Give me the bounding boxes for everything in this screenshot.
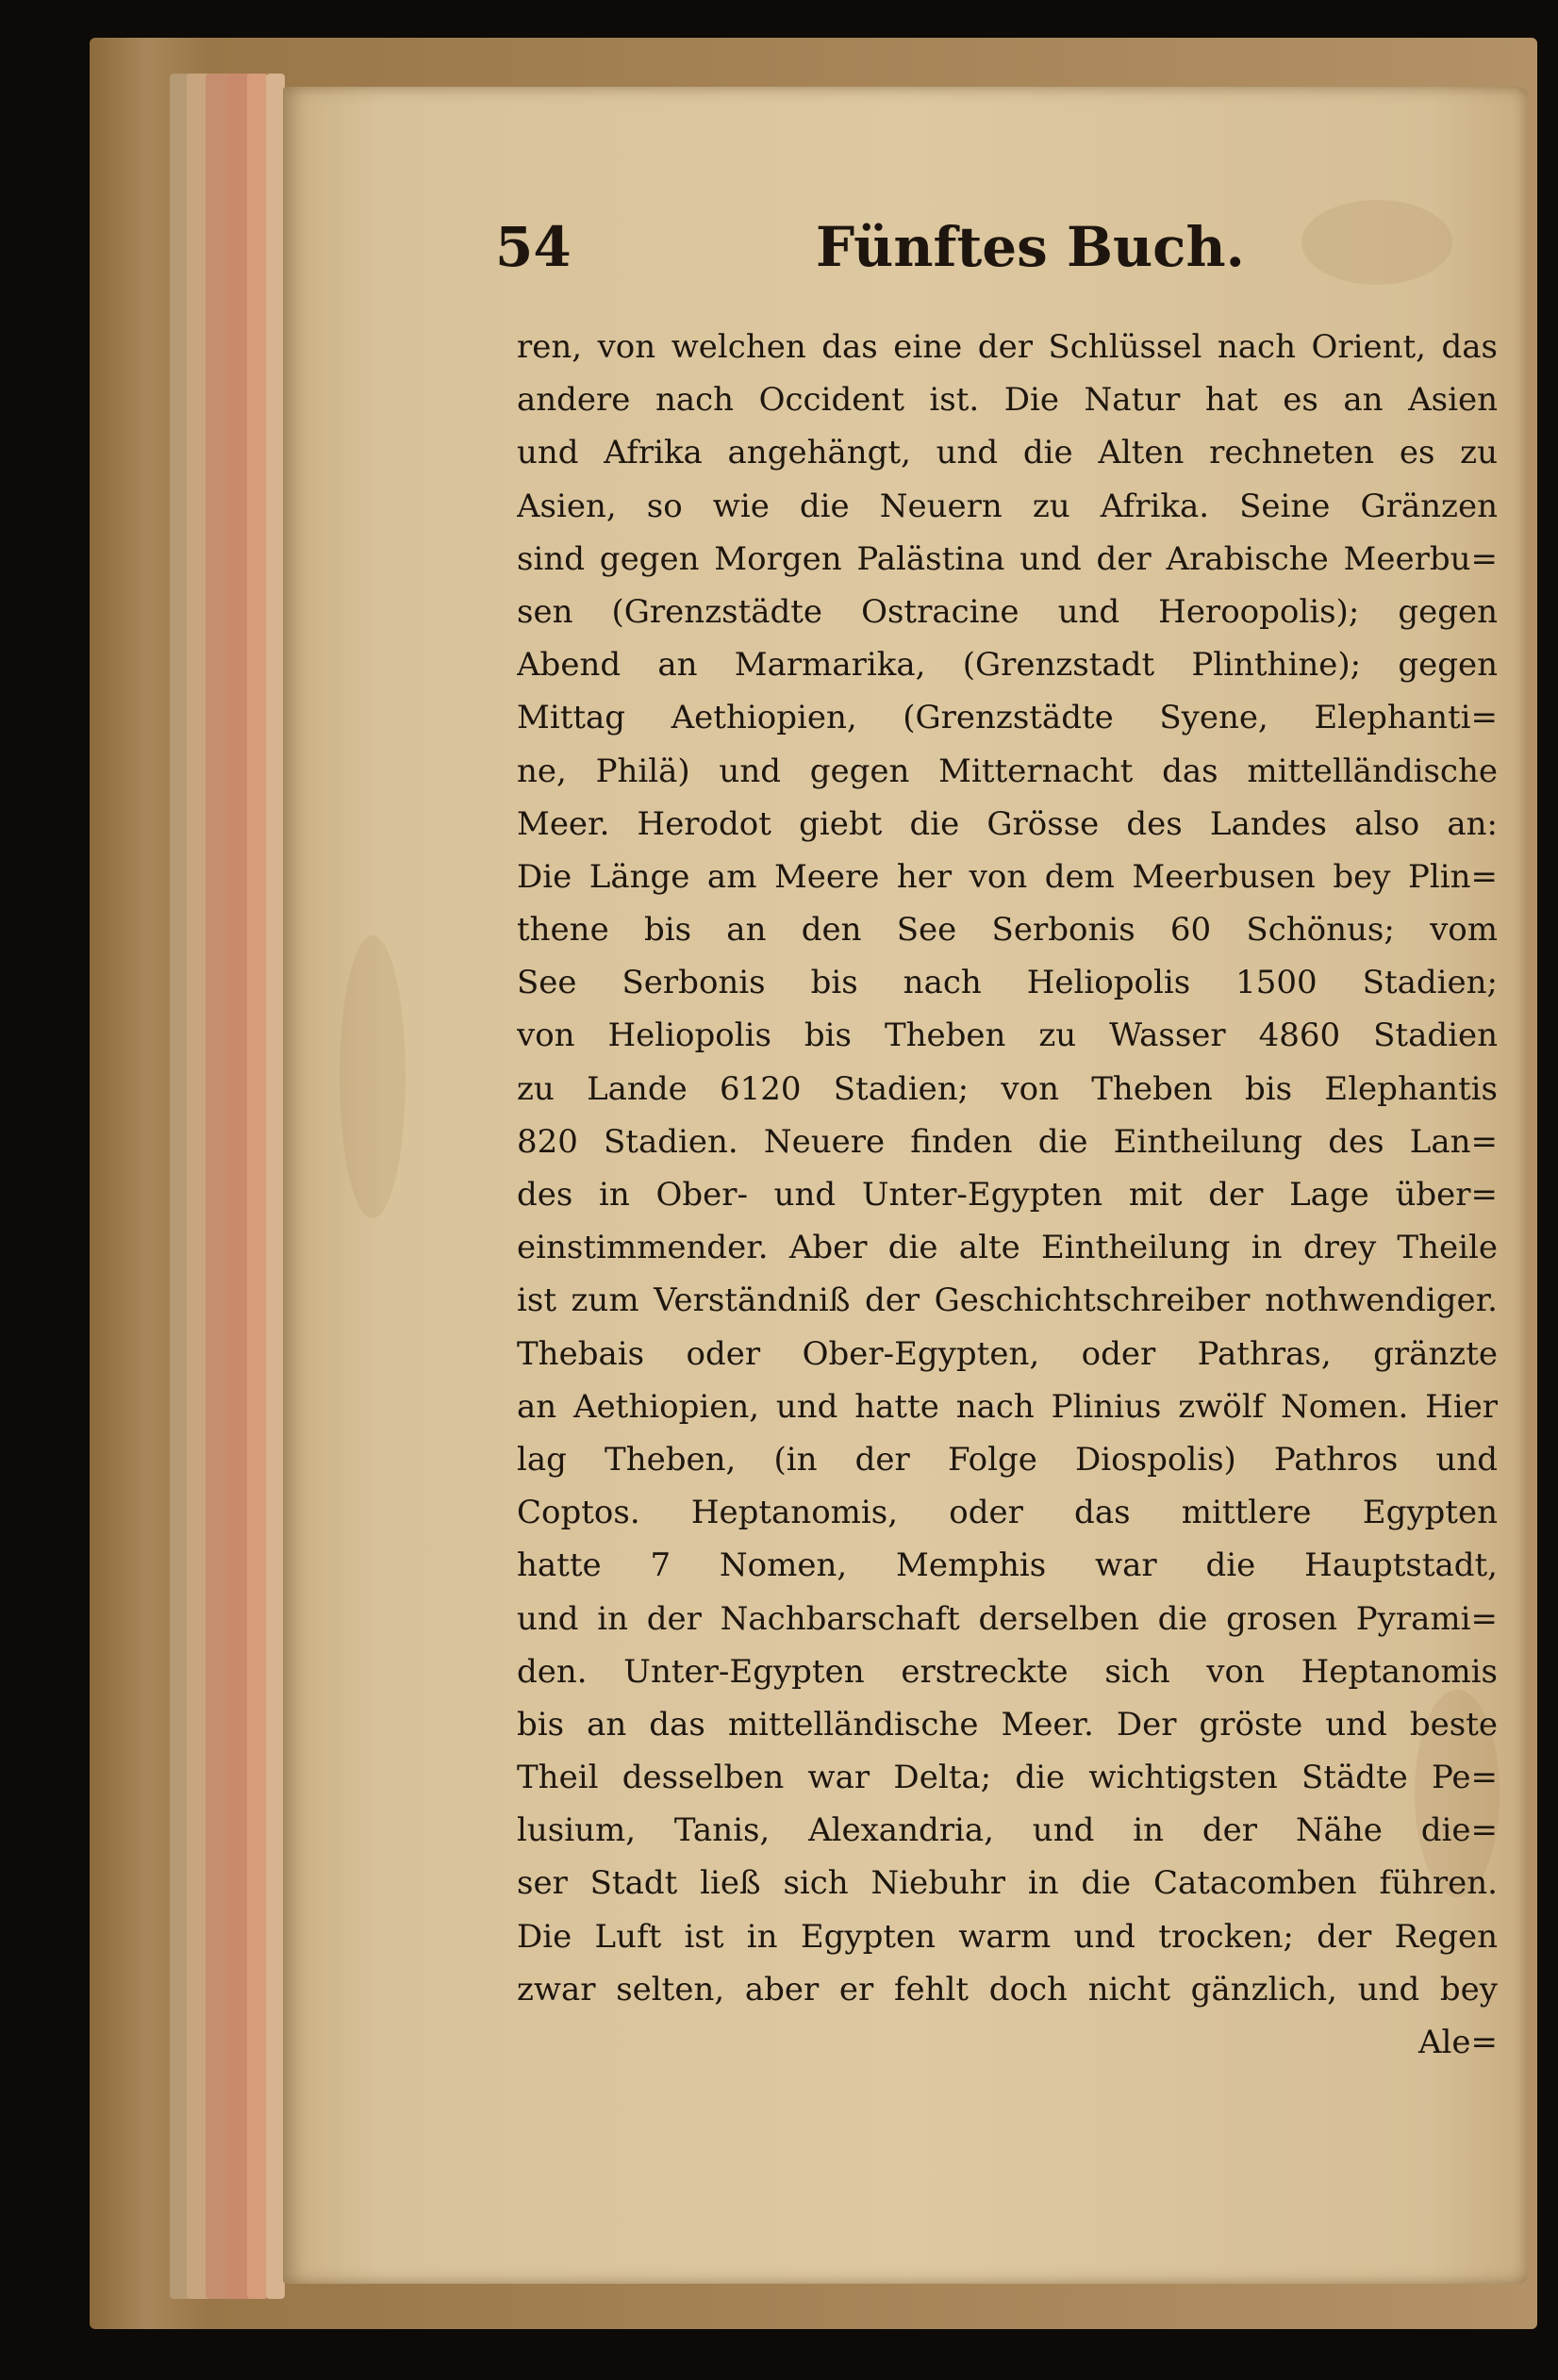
page-header xyxy=(495,215,1495,290)
text-line: und Afrika angehängt, und die Alten rechneten es zu xyxy=(517,434,1498,472)
text-line: Die Länge am Meere her von dem Meerbusen bey Plin= xyxy=(517,857,1498,896)
text-line: lag Theben, (in der Folge Diospolis) Pathros und xyxy=(517,1440,1498,1479)
running-head: Fünftes Buch. xyxy=(816,215,1245,279)
text-line: andere nach Occident ist. Die Natur hat es an Asien xyxy=(517,381,1498,420)
text-line: an Aethiopien, und hatte nach Plinius zwölf Nomen. Hier xyxy=(517,1387,1498,1426)
page-edge xyxy=(266,74,285,2299)
text-line: und in der Nachbarschaft derselben die grosen Pyrami= xyxy=(517,1599,1498,1638)
text-line: See Serbonis bis nach Heliopolis 1500 Stadien; xyxy=(517,964,1498,1002)
text-line: lusium, Tanis, Alexandria, und in der Nähe die= xyxy=(517,1811,1498,1850)
text-line: Mittag Aethiopien, (Grenzstädte Syene, Elephanti= xyxy=(517,699,1498,737)
text-line: Thebais oder Ober-Egypten, oder Pathras, gränzte xyxy=(517,1334,1498,1373)
text-line: sind gegen Morgen Palästina und der Arabische Meerbu= xyxy=(517,539,1498,578)
text-line: Theil desselben war Delta; die wichtigsten Städte Pe= xyxy=(517,1759,1498,1797)
text-line: ist zum Verständniß der Geschichtschreiber nothwendiger. xyxy=(517,1281,1498,1320)
text-line: ne, Philä) und gegen Mitternacht das mittelländische xyxy=(517,752,1498,790)
body-text xyxy=(517,321,1498,2069)
page-edge xyxy=(247,74,268,2299)
text-line: des in Ober- und Unter-Egypten mit der Lage über= xyxy=(517,1176,1498,1214)
text-line: hatte 7 Nomen, Memphis war die Hauptstadt, xyxy=(517,1546,1498,1585)
page-number: 54 xyxy=(495,215,572,279)
text-line: zwar selten, aber er fehlt doch nicht gänzlich, und bey xyxy=(517,1970,1498,2008)
text-line: Die Luft ist in Egypten warm und trocken; der Regen xyxy=(517,1917,1498,1956)
text-line: bis an das mittelländische Meer. Der gröste und beste xyxy=(517,1705,1498,1744)
text-line: ser Stadt ließ sich Niebuhr in die Catacomben führen. xyxy=(517,1864,1498,1903)
text-line: von Heliopolis bis Theben zu Wasser 4860 Stadien xyxy=(517,1016,1498,1055)
text-line: Asien, so wie die Neuern zu Afrika. Seine Gränzen xyxy=(517,487,1498,525)
text-line: ren, von welchen das eine der Schlüssel nach Orient, das xyxy=(517,328,1498,366)
text-line: den. Unter-Egypten erstreckte sich von Heptanomis xyxy=(517,1652,1498,1691)
text-line: Meer. Herodot giebt die Grösse des Landes also an: xyxy=(517,804,1498,843)
text-line: thene bis an den See Serbonis 60 Schönus; vom xyxy=(517,911,1498,950)
text-line: zu Lande 6120 Stadien; von Theben bis Elephantis xyxy=(517,1069,1498,1108)
text-line: einstimmender. Aber die alte Eintheilung in drey Theile xyxy=(517,1229,1498,1267)
text-line: 820 Stadien. Neuere finden die Eintheilung des Lan= xyxy=(517,1122,1498,1161)
text-line: Abend an Marmarika, (Grenzstadt Plinthine); gegen xyxy=(517,646,1498,685)
text-line: Coptos. Heptanomis, oder das mittlere Egypten xyxy=(517,1494,1498,1532)
text-line: sen (Grenzstädte Ostracine und Heroopolis); gegen xyxy=(517,592,1498,631)
paper-stain xyxy=(340,935,406,1218)
catchword: Ale= xyxy=(1417,2024,1498,2061)
